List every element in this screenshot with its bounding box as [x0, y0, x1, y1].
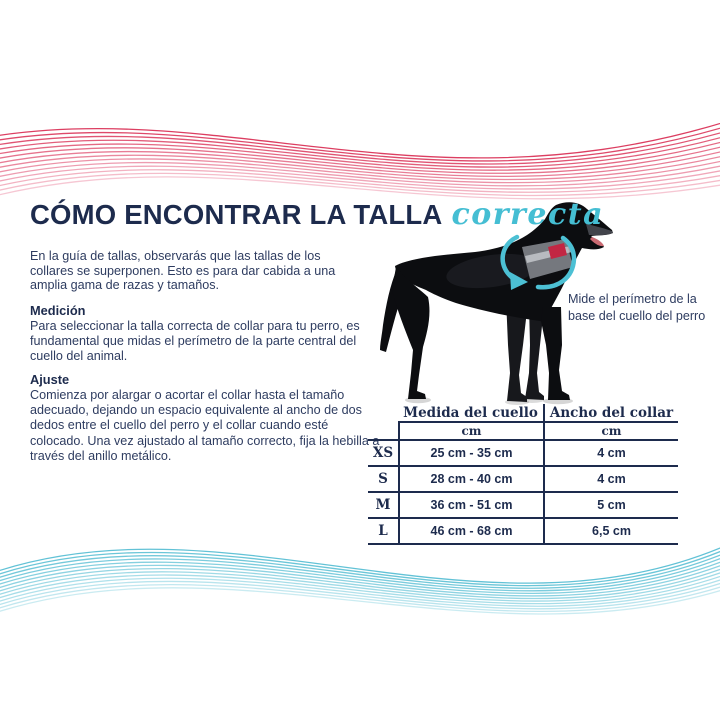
- collar-width-m: 5 cm: [543, 493, 678, 519]
- column-header-width: Ancho del collar: [543, 404, 678, 423]
- neck-range-l: 46 cm - 68 cm: [398, 519, 543, 545]
- unit-spacer: [368, 423, 398, 441]
- size-table: [368, 404, 678, 545]
- size-label-m: M: [368, 493, 398, 519]
- unit-neck: cm: [398, 423, 543, 441]
- section-heading-medicion: Medición: [30, 303, 86, 318]
- neck-range-s: 28 cm - 40 cm: [398, 467, 543, 493]
- unit-width: cm: [543, 423, 678, 441]
- collar-width-s: 4 cm: [543, 467, 678, 493]
- neck-measure-annotation: Mide el perímetro de la base del cuello del perro: [568, 292, 706, 323]
- collar-width-xs: 4 cm: [543, 441, 678, 467]
- section-body-medicion: Para seleccionar la talla correcta de collar para tu perro, es fundamental que midas el perímetro de la parte central del cuello del animal.: [30, 319, 360, 364]
- section-body-ajuste: Comienza por alargar o acortar el collar hasta el tamaño adecuado, dejando un espacio equivalente al ancho de dos dedos entre el cuello del perro y el collar cuando esté colocado. Una vez ajustado al tamaño correcto, fija la hebilla a través del anillo metálico.: [30, 388, 380, 463]
- size-label-s: S: [368, 467, 398, 493]
- table-corner-spacer: [368, 404, 398, 423]
- page-title-main: CÓMO ENCONTRAR LA TALLA: [30, 199, 443, 230]
- intro-paragraph: En la guía de tallas, observarás que las tallas de los collares se superponen. Esto es para dar cabida a una amplia gama de razas y tamaños.: [30, 249, 336, 293]
- section-heading-ajuste: Ajuste: [30, 372, 70, 387]
- collar-width-l: 6,5 cm: [543, 519, 678, 545]
- neck-range-xs: 25 cm - 35 cm: [398, 441, 543, 467]
- page-title-accent: correcta: [451, 197, 605, 232]
- column-header-neck: Medida del cuello: [398, 404, 543, 423]
- size-label-xs: XS: [368, 441, 398, 467]
- size-label-l: L: [368, 519, 398, 545]
- page-title: [30, 197, 604, 232]
- neck-range-m: 36 cm - 51 cm: [398, 493, 543, 519]
